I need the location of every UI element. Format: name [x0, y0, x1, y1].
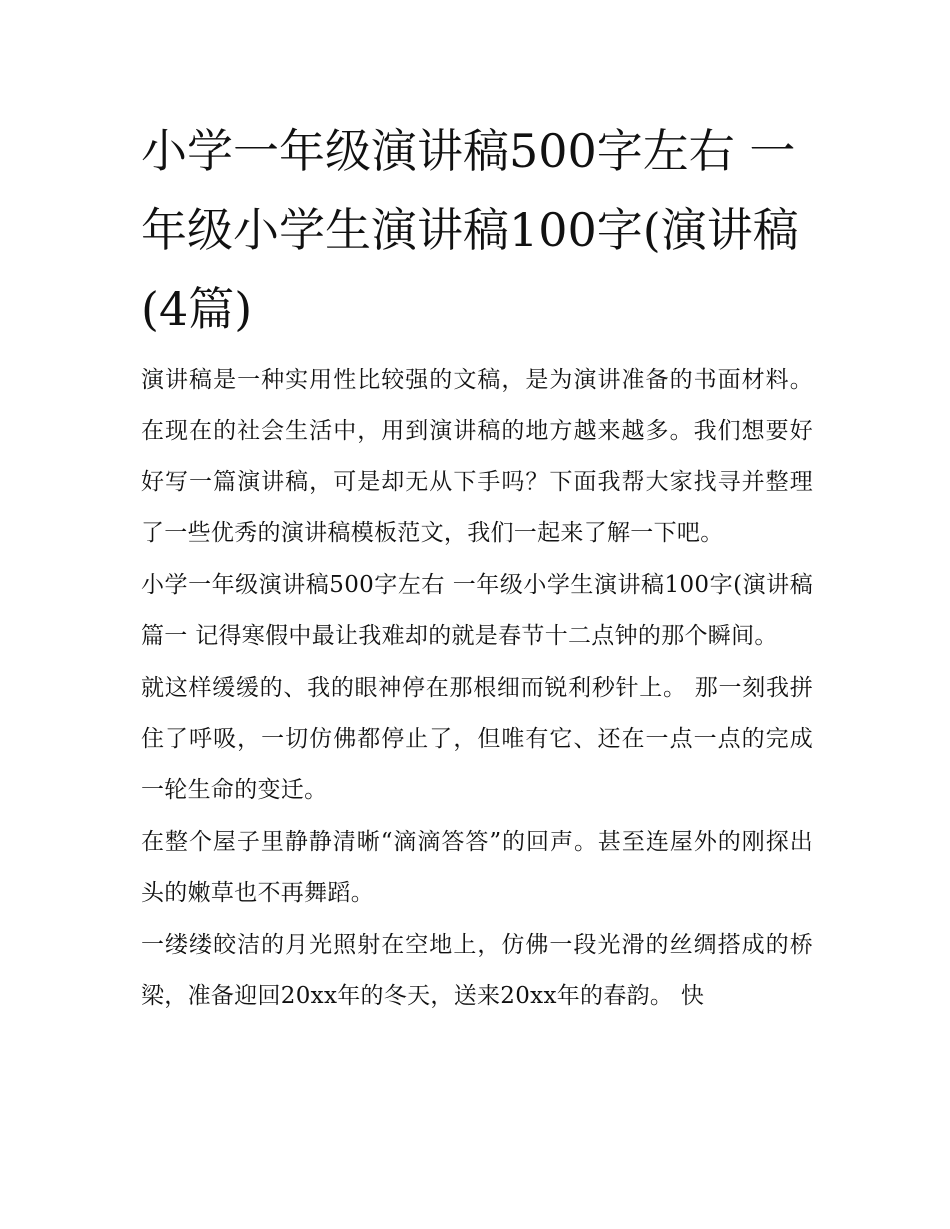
paragraph: 在整个屋子里静静清晰“滴滴答答”的回声。甚至连屋外的刚探出头的嫩草也不再舞蹈。 — [141, 829, 813, 906]
document-body — [141, 355, 813, 1022]
paragraph: 一缕缕皎洁的月光照射在空地上，仿佛一段光滑的丝绸搭成的桥梁，准备迎回20xx年的冬天，送来20xx年的春韵。 快 — [141, 932, 813, 1009]
paragraph: 小学一年级演讲稿500字左右 一年级小学生演讲稿100字(演讲稿篇一 记得寒假中最让我难却的就是春节十二点钟的那个瞬间。 — [141, 572, 813, 649]
paragraph: 演讲稿是一种实用性比较强的文稿，是为演讲准备的书面材料。在现在的社会生活中，用到演讲稿的地方越来越多。我们想要好好写一篇演讲稿，可是却无从下手吗？下面我帮大家找寻并整理了一些优秀的演讲稿模板范文，我们一起来了解一下吧。 — [141, 367, 813, 546]
document-page — [141, 112, 813, 1022]
document-title: 小学一年级演讲稿500字左右 一年级小学生演讲稿100字(演讲稿(4篇) — [141, 124, 799, 336]
paragraph: 就这样缓缓的、我的眼神停在那根细而锐利秒针上。 那一刻我拼住了呼吸，一切仿佛都停止了，但唯有它、还在一点一点的完成一轮生命的变迁。 — [141, 675, 813, 803]
